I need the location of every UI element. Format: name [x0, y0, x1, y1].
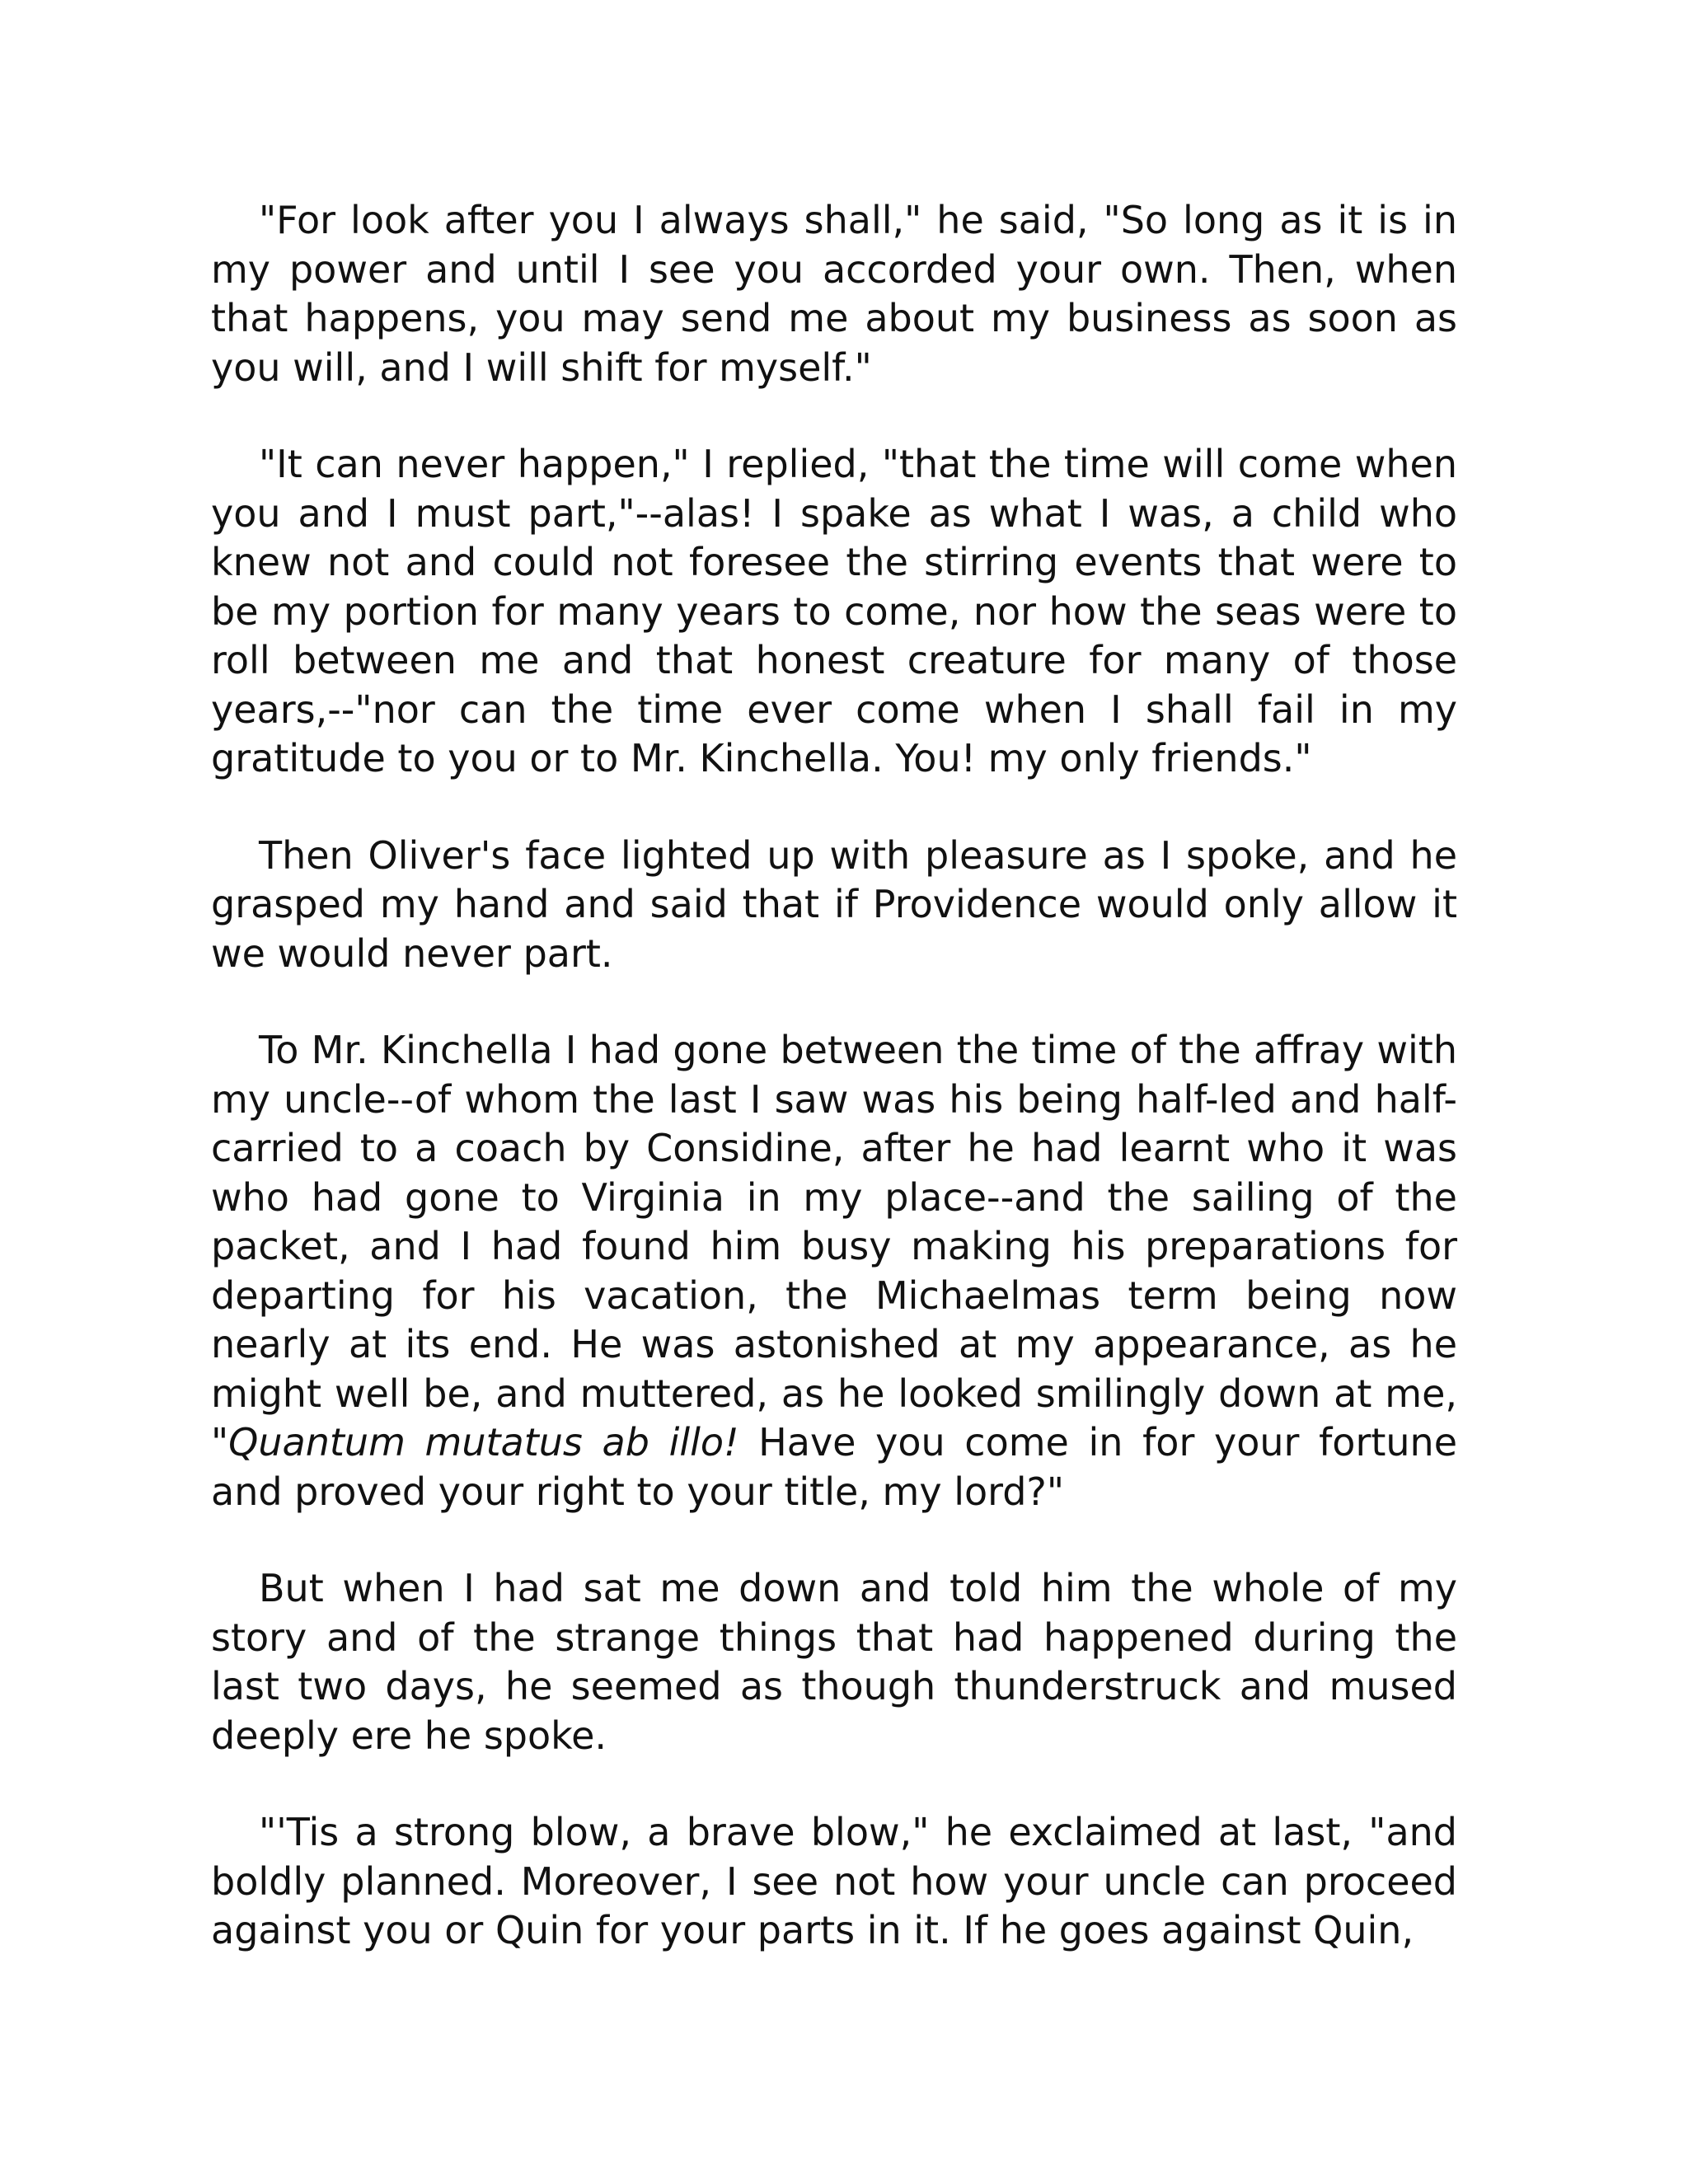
paragraph: But when I had sat me down and told him the whole of my story and of the strange things that had happened during the last two days, he seemed as though thunderstruck and mused deeply ere he spoke. [211, 1566, 1457, 1758]
paragraph-text: To Mr. Kinchella I had gone between the time of the affray with my uncle--of whom the last I saw was his being half-led and half-carried to a coach by Considine, after he had learnt who it was who had gone to Virginia in my place--and the sailing of the packet, and I had found him busy making his preparations for departing for his vacation, the Michaelmas term being now nearly at its end. He was astonished at my appearance, as he might well be, and muttered, as he looked smilingly down at me, " [211, 1028, 1457, 1465]
book-page [211, 196, 1457, 1956]
paragraph: Then Oliver's face lighted up with pleasure as I spoke, and he grasped my hand and said that if Providence would only allow it we would never part. [211, 832, 1457, 976]
latin-quotation: Quantum mutatus ab illo! [228, 1420, 739, 1465]
paragraph: "'Tis a strong blow, a brave blow," he exclaimed at last, "and boldly planned. Moreover, I see not how your uncle can proceed against you or Quin for your parts in it. If he goes against Quin, [211, 1810, 1457, 1952]
paragraph: "It can never happen," I replied, "that the time will come when you and I must part,"--alas! I spake as what I was, a child who knew not and could not foresee the stirring events that were to be my portion for many years to come, nor how the seas were to roll between me and that honest creature for many of those years,--"nor can the time ever come when I shall fail in my gratitude to you or to Mr. Kinchella. You! my only friends." [211, 442, 1457, 780]
paragraph: "For look after you I always shall," he said, "So long as it is in my power and until I see you accorded your own. Then, when that happens, you may send me about my business as soon as you will, and I will shift for myself." [211, 198, 1457, 390]
paragraph [211, 1026, 1457, 1516]
paragraph-text: Have you come in for your fortune and proved your right to your title, my lord?" [211, 1420, 1458, 1514]
